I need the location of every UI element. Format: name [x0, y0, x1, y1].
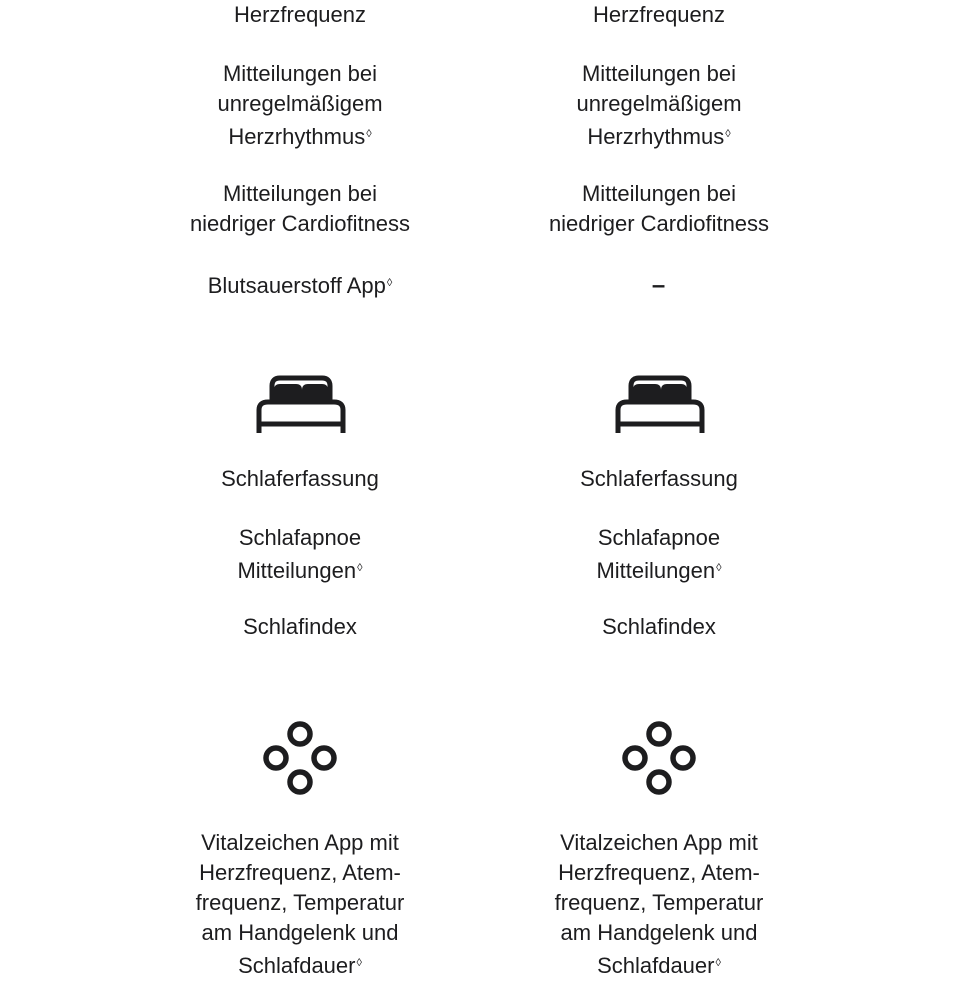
- footnote-mark: ◊: [366, 128, 372, 140]
- feature-vitals: Vitalzeichen App mit Herzfrequenz, Atem- frequenz, Temperatur am Handgelenk und Schlafdauer◊: [554, 830, 764, 978]
- footnote-mark: ◊: [356, 957, 362, 969]
- vitals-icon: [621, 720, 697, 798]
- feature-sleep-apnea: Schlafapnoe Mitteilungen◊: [596, 525, 722, 583]
- vitals-icon: [262, 720, 338, 798]
- footnote-mark: ◊: [716, 562, 722, 574]
- feature-sleep-tracking: Schlaferfassung: [580, 466, 738, 491]
- feature-sleep-score: Schlafindex: [602, 614, 716, 639]
- feature-irregular-rhythm: Mitteilungen bei unregelmäßigem Herzrhythmus◊: [217, 61, 383, 149]
- footnote-mark: ◊: [715, 957, 721, 969]
- feature-sleep-tracking: Schlaferfassung: [221, 466, 379, 491]
- feature-blood-oxygen: Blutsauerstoff App◊: [207, 273, 393, 298]
- feature-irregular-rhythm: Mitteilungen bei unregelmäßigem Herzrhythmus◊: [576, 61, 742, 149]
- feature-blood-oxygen-unavailable: –: [651, 272, 666, 299]
- feature-vitals: Vitalzeichen App mit Herzfrequenz, Atem- frequenz, Temperatur am Handgelenk und Schlafdauer◊: [195, 830, 405, 978]
- footnote-mark: ◊: [357, 562, 363, 574]
- footnote-mark: ◊: [725, 128, 731, 140]
- feature-heart-rate: Herzfrequenz: [592, 2, 726, 27]
- feature-sleep-score: Schlafindex: [243, 614, 357, 639]
- feature-cardio-fitness: Mitteilungen bei niedriger Cardiofitness: [548, 181, 770, 236]
- feature-sleep-apnea: Schlafapnoe Mitteilungen◊: [237, 525, 363, 583]
- feature-cardio-fitness: Mitteilungen bei niedriger Cardiofitness: [189, 181, 411, 236]
- footnote-mark: ◊: [386, 277, 393, 289]
- bed-icon: [615, 376, 705, 434]
- bed-icon: [256, 376, 346, 434]
- feature-heart-rate: Herzfrequenz: [233, 2, 367, 27]
